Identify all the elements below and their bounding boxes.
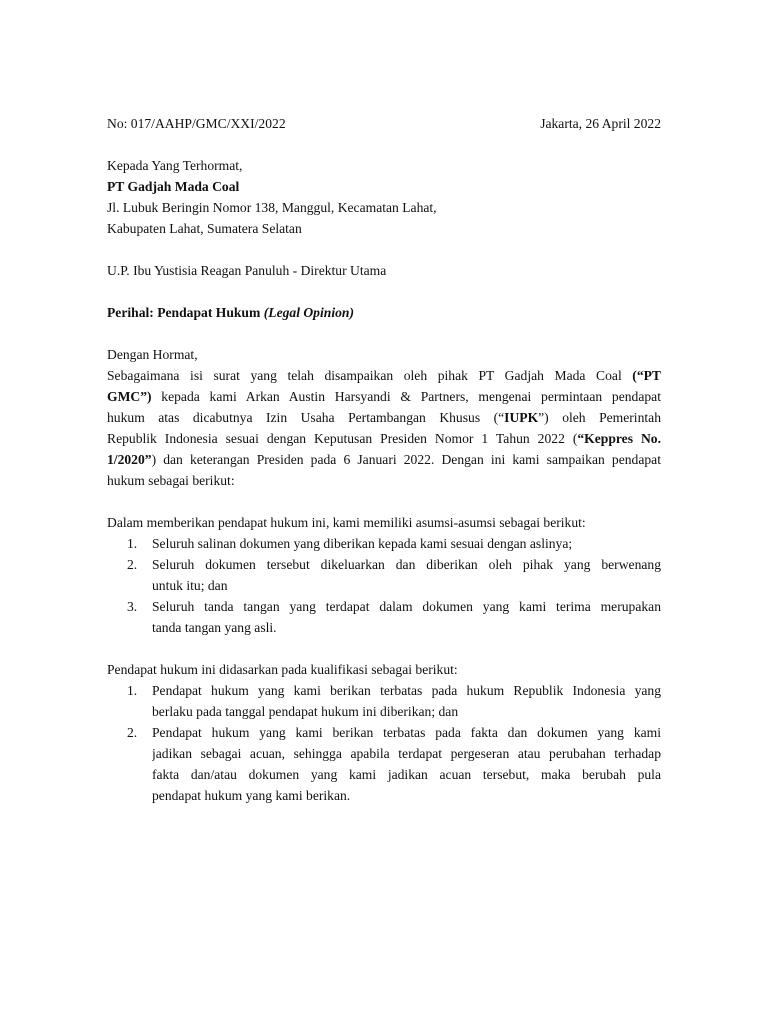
subject-line (107, 306, 354, 320)
list-item-line: untuk itu; dan (152, 578, 228, 593)
recipient-attention: U.P. Ibu Yustisia Reagan Panuluh - Direktur Utama (107, 263, 387, 278)
list-item-line: fakta dan/atau dokumen yang kami jadikan acuan tersebut, maka berubah pula (152, 768, 661, 782)
list-item-line: Pendapat hukum yang kami berikan terbatas pada hukum Republik Indonesia yang (152, 684, 661, 698)
list-number: 1. (127, 683, 138, 698)
paragraph-line (107, 390, 661, 405)
recipient-address-line1: Jl. Lubuk Beringin Nomor 138, Manggul, Kecamatan Lahat, (107, 200, 437, 215)
text-span: kepada kami Arkan Austin Harsyandi & Partners, mengenai permintaan pendapat (151, 390, 661, 404)
list-item-line: Seluruh dokumen tersebut dikeluarkan dan diberikan oleh pihak yang berwenang (152, 558, 661, 572)
text-span: ) dan keterangan Presiden pada 6 Januari 2022. Dengan ini kami sampaikan pendapat (151, 453, 661, 467)
place-date: Jakarta, 26 April 2022 (540, 116, 661, 131)
paragraph-line: hukum sebagai berikut: (107, 473, 235, 488)
bold-span: (“PT (632, 369, 661, 383)
paragraph-line (107, 411, 661, 426)
list-number: 2. (127, 725, 138, 740)
list-number: 1. (127, 536, 138, 551)
text-span: Sebagaimana isi surat yang telah disampaikan oleh pihak PT Gadjah Mada Coal (107, 369, 633, 383)
list-number: 2. (127, 557, 138, 572)
list-number: 3. (127, 599, 138, 614)
subject-label: Perihal: Pendapat Hukum (107, 305, 264, 320)
text-span: hukum atas dicabutnya Izin Usaha Pertambangan Khusus (“ (107, 411, 505, 425)
list-item-line: berlaku pada tanggal pendapat hukum ini diberikan; dan (152, 704, 459, 719)
text-span: Republik Indonesia sesuai dengan Keputusan Presiden Nomor 1 Tahun 2022 ( (107, 432, 578, 446)
reference-number: No: 017/AAHP/GMC/XXI/2022 (107, 116, 286, 131)
list-item-line: Pendapat hukum yang kami berikan terbatas pada fakta dan dokumen yang kami (152, 726, 661, 740)
recipient-address-line2: Kabupaten Lahat, Sumatera Selatan (107, 221, 302, 236)
assumptions-intro: Dalam memberikan pendapat hukum ini, kami memiliki asumsi-asumsi sebagai berikut: (107, 515, 586, 530)
list-item-line: pendapat hukum yang kami berikan. (152, 788, 351, 803)
qualifications-intro: Pendapat hukum ini didasarkan pada kualifikasi sebagai berikut: (107, 662, 458, 677)
paragraph-line (107, 369, 661, 384)
paragraph-line (107, 432, 661, 447)
recipient-company: PT Gadjah Mada Coal (107, 179, 240, 194)
bold-span: IUPK (504, 411, 539, 425)
list-item-line: jadikan sebagai acuan, sehingga apabila terdapat pergeseran atau perubahan terhadap (152, 747, 661, 761)
text-span: ”) oleh Pemerintah (538, 411, 661, 425)
greeting: Dengan Hormat, (107, 347, 198, 362)
bold-span: GMC”) (107, 390, 152, 404)
list-item-line: tanda tangan yang asli. (152, 620, 277, 635)
subject-italic: (Legal Opinion) (263, 305, 354, 320)
recipient-salutation: Kepada Yang Terhormat, (107, 158, 243, 173)
bold-span: 1/2020” (107, 453, 152, 467)
paragraph-line (107, 453, 661, 468)
bold-span: “Keppres No. (577, 432, 661, 446)
list-item-line: Seluruh salinan dokumen yang diberikan kepada kami sesuai dengan aslinya; (152, 536, 573, 551)
list-item-line: Seluruh tanda tangan yang terdapat dalam dokumen yang kami terima merupakan (152, 600, 661, 614)
